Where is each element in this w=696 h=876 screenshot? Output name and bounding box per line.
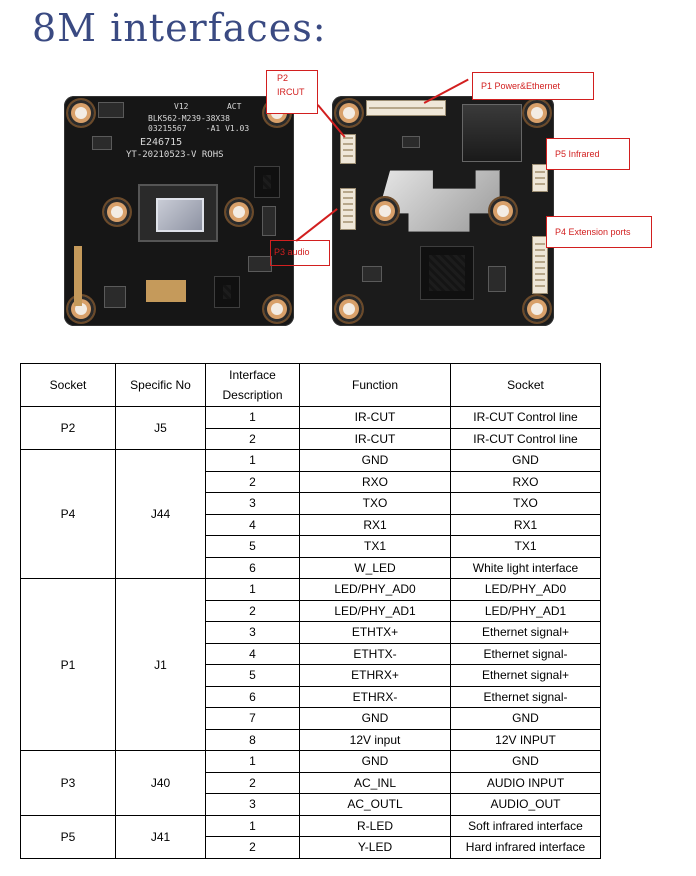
cell-specific-no: J5 [116,407,206,450]
cell-description: Hard infrared interface [451,837,601,859]
cell-description: Soft infrared interface [451,815,601,837]
p2-connector [340,134,356,164]
table-row [21,407,601,429]
cell-pin: 2 [206,600,300,622]
cell-pin: 6 [206,686,300,708]
cell-specific-no: J1 [116,579,206,751]
mounting-hole [68,100,94,126]
lens-mount-hole [226,199,252,225]
cell-pin: 1 [206,579,300,601]
smd-component [98,102,124,118]
cell-description: White light interface [451,557,601,579]
cell-function: 12V input [300,729,451,751]
cell-function: IR-CUT [300,428,451,450]
smd-component [402,136,420,148]
cell-pin: 1 [206,815,300,837]
cell-description: AUDIO_OUT [451,794,601,816]
cell-description: GND [451,751,601,773]
cell-function: AC_INL [300,772,451,794]
callout-p4 [546,216,652,248]
shield-area [378,170,500,232]
callout-p2 [266,70,318,114]
cell-socket: P1 [21,579,116,751]
silkscreen-line: 03215567 -A1 V1.03 [148,124,250,133]
cell-description: TX1 [451,536,601,558]
solder-pads [146,280,186,302]
cell-function: AC_OUTL [300,794,451,816]
cell-function: ETHTX- [300,643,451,665]
smd-component [104,286,126,308]
cell-function: W_LED [300,557,451,579]
silkscreen-line: YT-20210523-V ROHS [126,150,224,160]
mounting-hole [264,296,290,322]
cell-pin: 1 [206,751,300,773]
cell-pin: 4 [206,643,300,665]
mounting-hole [336,100,362,126]
table-row [21,751,601,773]
cell-pin: 3 [206,622,300,644]
cell-function: ETHRX- [300,686,451,708]
cell-function: ETHRX+ [300,665,451,687]
cell-function: Y-LED [300,837,451,859]
cell-description: AUDIO INPUT [451,772,601,794]
cell-pin: 4 [206,514,300,536]
smd-component [488,266,506,292]
cell-function: ETHTX+ [300,622,451,644]
callout-p5-label: P5 Infrared [555,149,600,159]
smd-component [362,266,382,282]
cell-description: GND [451,450,601,472]
cell-pin: 3 [206,493,300,515]
cell-pin: 1 [206,407,300,429]
interface-spec-table [20,363,601,859]
cell-pin: 2 [206,772,300,794]
smd-component [92,136,112,150]
cell-function: TX1 [300,536,451,558]
header-function: Function [300,364,451,407]
callout-p5 [546,138,630,170]
soc-chip [420,246,474,300]
silkscreen-line: E246715 [140,137,183,148]
cell-socket: P4 [21,450,116,579]
cell-pin: 2 [206,428,300,450]
ethernet-transformer [462,104,522,162]
ic-chip [254,166,280,198]
header-socket-description: Socket [451,364,601,407]
cell-function: GND [300,450,451,472]
mounting-hole [524,296,550,322]
header-socket: Socket [21,364,116,407]
smd-component [262,206,276,236]
board-photos [0,64,696,344]
cell-pin: 2 [206,471,300,493]
cell-pin: 2 [206,837,300,859]
cell-function: RXO [300,471,451,493]
cell-description: Ethernet signal- [451,686,601,708]
callout-p1 [472,72,594,100]
silkscreen-line: V12 ACT [174,102,242,111]
lens-mount-hole [104,199,130,225]
callout-p1-label: P1 Power&Ethernet [481,81,561,91]
cell-specific-no: J44 [116,450,206,579]
cell-description: TXO [451,493,601,515]
cell-function: GND [300,708,451,730]
cell-function: IR-CUT [300,407,451,429]
cell-description: RXO [451,471,601,493]
cell-description: LED/PHY_AD0 [451,579,601,601]
ic-chip [214,276,240,308]
mounting-hole [336,296,362,322]
table-body [21,407,601,859]
cell-description: Ethernet signal+ [451,622,601,644]
table-row [21,815,601,837]
cell-function: TXO [300,493,451,515]
cell-pin: 8 [206,729,300,751]
p1-connector [366,100,446,116]
table-row [21,579,601,601]
main-board-photo [332,96,554,326]
cell-function: GND [300,751,451,773]
silkscreen-line: BLK562-M239-38X38 [148,114,230,123]
callout-p4-label: P4 Extension ports [555,227,631,237]
cell-socket: P5 [21,815,116,858]
callout-p3 [270,240,330,266]
mounting-hole [524,100,550,126]
smd-component [248,256,272,272]
cell-pin: 7 [206,708,300,730]
cell-function: RX1 [300,514,451,536]
cell-socket: P2 [21,407,116,450]
page-title: 8M interfaces: [32,6,327,50]
cell-pin: 1 [206,450,300,472]
cell-pin: 5 [206,536,300,558]
cell-description: 12V INPUT [451,729,601,751]
cell-description: Ethernet signal+ [451,665,601,687]
lens-mount-hole [372,198,398,224]
sensor-die [156,198,204,232]
cell-description: LED/PHY_AD1 [451,600,601,622]
image-sensor [138,184,218,242]
cell-description: IR-CUT Control line [451,428,601,450]
cell-function: LED/PHY_AD1 [300,600,451,622]
lens-mount-hole [490,198,516,224]
cell-specific-no: J41 [116,815,206,858]
callout-p2-line1: P2 [277,73,289,83]
cell-pin: 5 [206,665,300,687]
table-row [21,450,601,472]
cell-pin: 3 [206,794,300,816]
callout-p3-label: P3 audio [274,247,310,257]
cell-description: IR-CUT Control line [451,407,601,429]
cell-pin: 6 [206,557,300,579]
cell-socket: P3 [21,751,116,816]
cell-description: RX1 [451,514,601,536]
header-interface-description: Interface Description [206,364,300,407]
callout-p2-line2: IRCUT [277,87,305,97]
solder-pads [74,246,82,306]
sensor-board-photo [64,96,294,326]
table-header-row [21,364,601,407]
cell-function: LED/PHY_AD0 [300,579,451,601]
p3-connector [340,188,356,230]
cell-function: R-LED [300,815,451,837]
cell-description: GND [451,708,601,730]
cell-specific-no: J40 [116,751,206,816]
header-specific-no: Specific No [116,364,206,407]
cell-description: Ethernet signal- [451,643,601,665]
